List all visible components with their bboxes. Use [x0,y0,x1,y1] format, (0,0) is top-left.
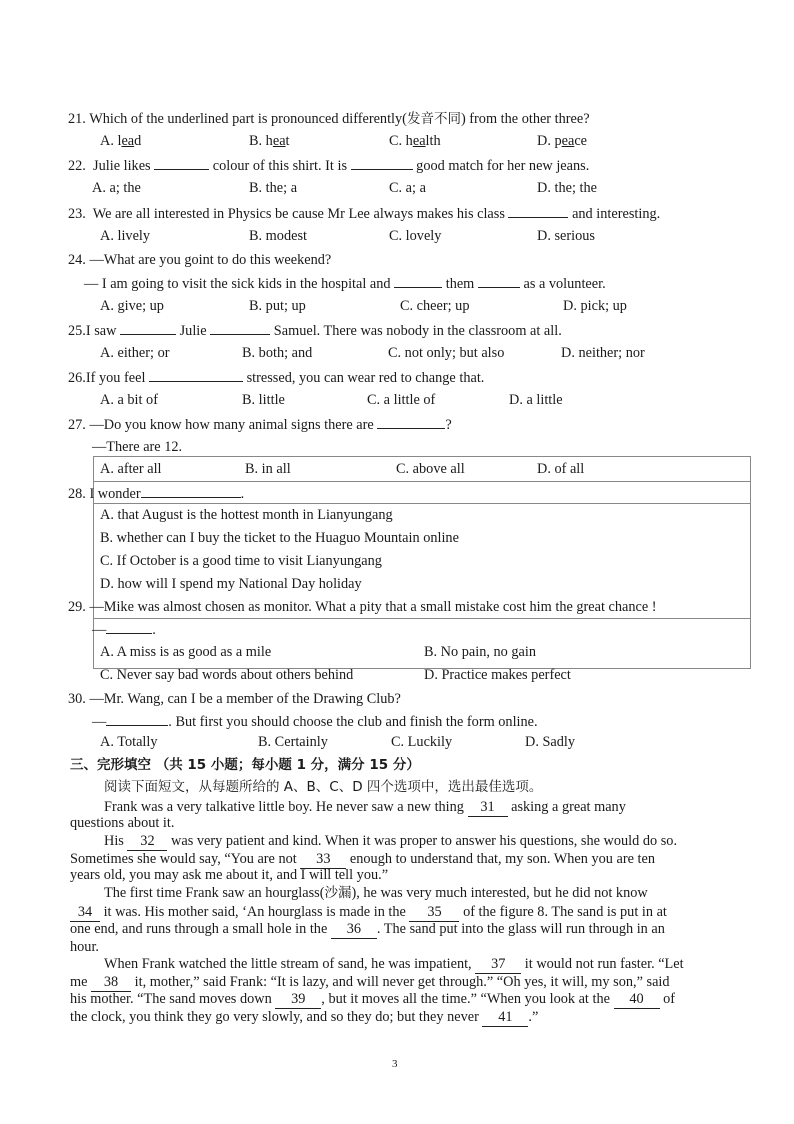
q23-option-a: A. lively [100,228,151,244]
question-24-line1: 24. —What are you goint to do this weekend? [68,252,332,268]
page-number: 3 [392,1058,398,1070]
table-divider [93,481,750,482]
q24-option-d: D. pick; up [563,298,627,314]
q21-option-b: B. heat [249,133,290,149]
q25-option-d: D. neither; nor [561,345,645,361]
q25-option-a: A. either; or [100,345,170,361]
passage-line: His 32 was very patient and kind. When it was proper to answer his questions, she would do so. [104,833,678,849]
passage-line: hour. [70,939,99,955]
q26-option-b: B. little [242,392,285,408]
q22-option-d: D. the; the [537,180,597,196]
table-divider [93,503,750,504]
question-23-stem: 23. We are all interested in Physics be cause Mr Lee always makes his class and interesting. [68,206,661,222]
q30-option-d: D. Sadly [525,734,576,750]
question-30-line1: 30. —Mr. Wang, can I be a member of the Drawing Club? [68,691,401,707]
passage-line: one end, and runs through a small hole in the 36 . The sand put into the glass will run through in an [70,921,665,937]
question-29-line2: — . [92,622,156,638]
q29-option-b: B. No pain, no gain [424,644,536,660]
passage-line: 34 it was. His mother said, ‘An hourglass is made in the 35 of the figure 8. The sand is put in at [70,903,667,922]
passage-line: the clock, you think they go very slowly, and so they do; but they never 41 .” [70,1009,539,1025]
question-26-stem: 26.If you feel stressed, you can wear red to change that. [68,370,485,386]
passage-line: me 38 it, mother,” said Frank: “It is lazy, and will never get through.” “Oh yes, it will, my son,” said [70,974,670,990]
passage-line: his mother. “The sand moves down 39 , but it moves all the time.” “When you look at the 40 of [70,991,676,1007]
q28-option-a: A. that August is the hottest month in Lianyungang [100,507,393,523]
question-25-stem: 25.I saw Julie Samuel. There was nobody in the classroom at all. [68,323,562,339]
table-divider [93,618,750,619]
question-27-line1: 27. —Do you know how many animal signs there are ? [68,417,452,433]
q22-option-a: A. a; the [92,180,141,196]
q30-option-a: A. Totally [100,734,158,750]
passage-line: The first time Frank saw an hourglass(沙漏), he was very much interested, but he did not know [104,885,648,901]
q23-option-d: D. serious [537,228,595,244]
q22-option-c: C. a; a [389,180,426,196]
q22-option-b: B. the; a [249,180,298,196]
question-27-line2: —There are 12. [92,439,183,455]
passage-line: years old, you may ask me about it, and I will tell you.” [70,867,389,883]
q25-option-b: B. both; and [242,345,313,361]
question-24-line2: — I am going to visit the sick kids in the hospital and them as a volunteer. [84,276,606,292]
q29-option-a: A. A miss is as good as a mile [100,644,272,660]
q27-option-b: B. in all [245,461,291,477]
q24-option-a: A. give; up [100,298,164,314]
q28-option-b: B. whether can I buy the ticket to the Huaguo Mountain online [100,530,459,546]
q21-option-a: A. lead [100,133,142,149]
passage-line: Sometimes she would say, “You are not 33 enough to understand that, my son. When you are ten [70,851,655,867]
q23-option-b: B. modest [249,228,307,244]
q29-option-c: C. Never say bad words about others behind [100,667,354,683]
q23-option-c: C. lovely [389,228,442,244]
passage-line: Frank was a very talkative little boy. He never saw a new thing 31 asking a great many [104,799,626,815]
q21-option-c: C. health [389,133,441,149]
q25-option-c: C. not only; but also [388,345,505,361]
q28-option-d: D. how will I spend my National Day holiday [100,576,362,592]
q27-option-c: C. above all [396,461,465,477]
q21-option-d: D. peace [537,133,588,149]
passage-line: questions about it. [70,815,175,831]
q26-option-c: C. a little of [367,392,436,408]
q24-option-b: B. put; up [249,298,306,314]
section-3-instruction: 阅读下面短文，从每题所给的 A、B、C、D 四个选项中，选出最佳选项。 [104,779,543,795]
q26-option-d: D. a little [509,392,563,408]
section-3-title: 三、完形填空 （共 15 小题；每小题 1 分，满分 15 分） [70,757,420,773]
q30-option-c: C. Luckily [391,734,453,750]
q30-option-b: B. Certainly [258,734,328,750]
passage-line: When Frank watched the little stream of sand, he was impatient, 37 it would not run faster. “Let [104,956,684,972]
question-30-line2: — . But first you should choose the club and finish the form online. [92,714,538,730]
question-21-stem: 21. Which of the underlined part is pronounced differently(发音不同) from the other three? [68,111,590,127]
question-28-stem: 28. I wonder . [68,486,245,502]
q29-option-d: D. Practice makes perfect [424,667,571,683]
q27-option-d: D. of all [537,461,585,477]
question-22-stem: 22. Julie likes colour of this shirt. It is good match for her new jeans. [68,158,590,174]
q27-option-a: A. after all [100,461,162,477]
q26-option-a: A. a bit of [100,392,158,408]
question-29-line1: 29. —Mike was almost chosen as monitor. What a pity that a small mistake cost him the great chance ! [68,599,657,615]
q28-option-c: C. If October is a good time to visit Lianyungang [100,553,382,569]
q24-option-c: C. cheer; up [400,298,470,314]
